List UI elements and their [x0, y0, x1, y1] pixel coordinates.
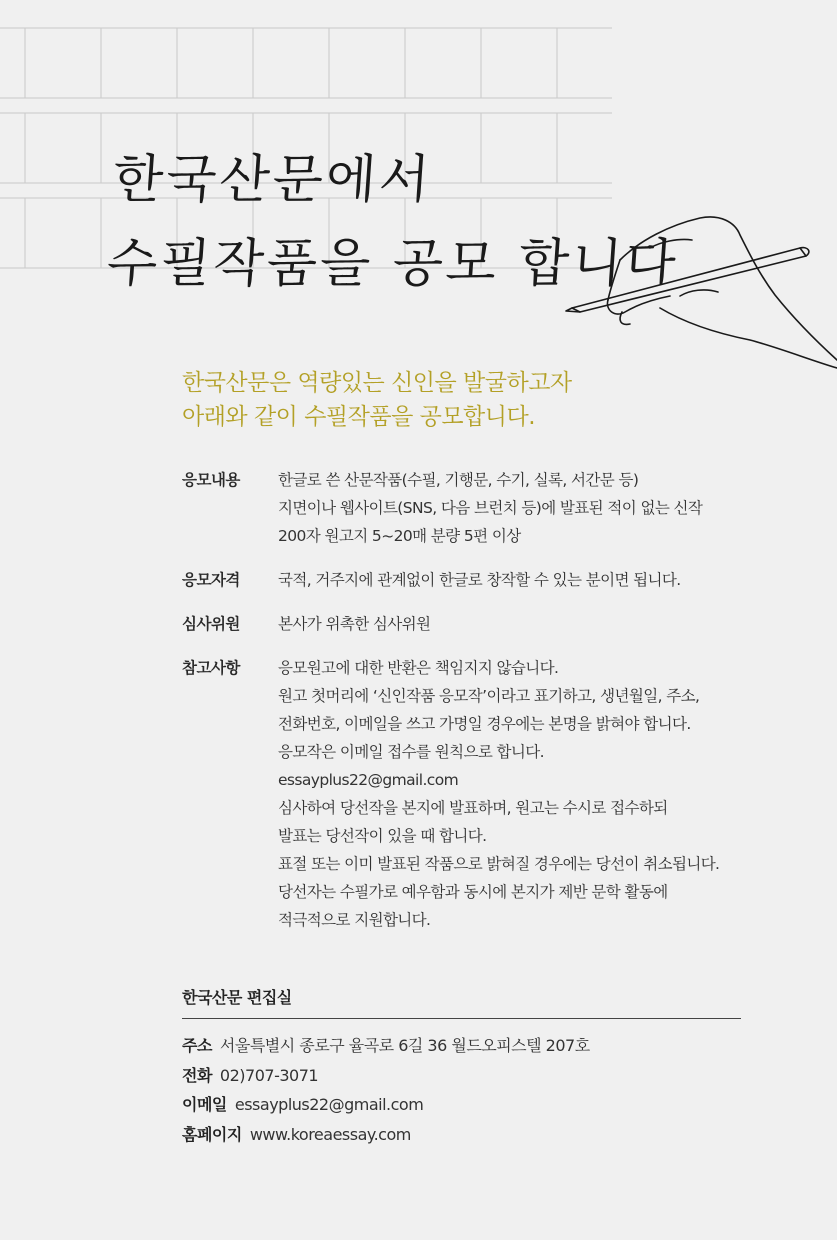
homepage-label: 홈페이지 [182, 1124, 242, 1144]
intro-line-2: 아래와 같이 수필작품을 공모합니다. [182, 404, 536, 430]
contact-address [182, 1031, 741, 1061]
guideline-label: 응모내용 [182, 471, 240, 489]
guideline-text: 본사가 위촉한 심사위원 [278, 615, 431, 633]
submission-guidelines [182, 466, 752, 934]
contact-title: 한국산문 편집실 [182, 988, 292, 1007]
guideline-text: 표절 또는 이미 발표된 작품으로 밝혀질 경우에는 당선이 취소됩니다. [278, 855, 720, 873]
headline-line-1: 한국산문에서 [110, 150, 435, 210]
submission-email-text: essayplus22@gmail.com [278, 771, 459, 789]
hand-with-pen-illustration [560, 200, 837, 375]
guideline-label: 심사위원 [182, 615, 240, 633]
phone-value: 02)707-3071 [219, 1065, 319, 1085]
headline-line-2: 수필작품을 공모 합니다 [104, 234, 681, 294]
email-value: essayplus22@gmail.com [234, 1095, 424, 1114]
intro-text [182, 366, 572, 434]
contact-homepage [182, 1120, 741, 1150]
guideline-text: 한글로 쓴 산문작품(수필, 기행문, 수기, 실록, 서간문 등) [278, 471, 639, 489]
guideline-row-judges [182, 610, 752, 638]
homepage-value: www.koreaessay.com [249, 1124, 411, 1144]
guideline-label: 응모자격 [182, 571, 240, 589]
guideline-text: 국적, 거주지에 관계없이 한글로 창작할 수 있는 분이면 됩니다. [278, 571, 681, 589]
guideline-text: 심사하여 당선작을 본지에 발표하며, 원고는 수시로 접수하되 [278, 799, 668, 817]
intro-line-1: 한국산문은 역량있는 신인을 발굴하고자 [182, 370, 572, 396]
guideline-label: 참고사항 [182, 659, 240, 677]
guideline-text: 200자 원고지 5~20매 분량 5편 이상 [278, 527, 521, 545]
guideline-text: 지면이나 웹사이트(SNS, 다음 브런치 등)에 발표된 적이 없는 신작 [278, 499, 703, 517]
guideline-text: 당선자는 수필가로 예우함과 동시에 본지가 제반 문학 활동에 [278, 883, 668, 901]
contact-email [182, 1090, 741, 1120]
contact-phone [182, 1061, 741, 1091]
guideline-row-eligibility [182, 566, 752, 594]
guideline-text: 응모원고에 대한 반환은 책임지지 않습니다. [278, 659, 559, 677]
guideline-text: 전화번호, 이메일을 쓰고 가명일 경우에는 본명을 밝혀야 합니다. [278, 715, 691, 733]
guideline-row-content [182, 466, 752, 550]
guideline-text: 적극적으로 지원합니다. [278, 911, 431, 929]
guideline-text: 응모작은 이메일 접수를 원칙으로 합니다. [278, 743, 544, 761]
contact-section [182, 984, 741, 1149]
address-value: 서울특별시 종로구 율곡로 6길 36 월드오피스텔 207호 [219, 1036, 590, 1055]
email-label: 이메일 [182, 1095, 227, 1114]
guideline-text: 원고 첫머리에 ‘신인작품 응모작’이라고 표기하고, 생년월일, 주소, [278, 687, 700, 705]
divider [182, 1018, 741, 1019]
address-label: 주소 [182, 1036, 212, 1055]
guideline-text: 발표는 당선작이 있을 때 합니다. [278, 827, 487, 845]
guideline-row-notes [182, 654, 752, 934]
phone-label: 전화 [182, 1065, 212, 1085]
